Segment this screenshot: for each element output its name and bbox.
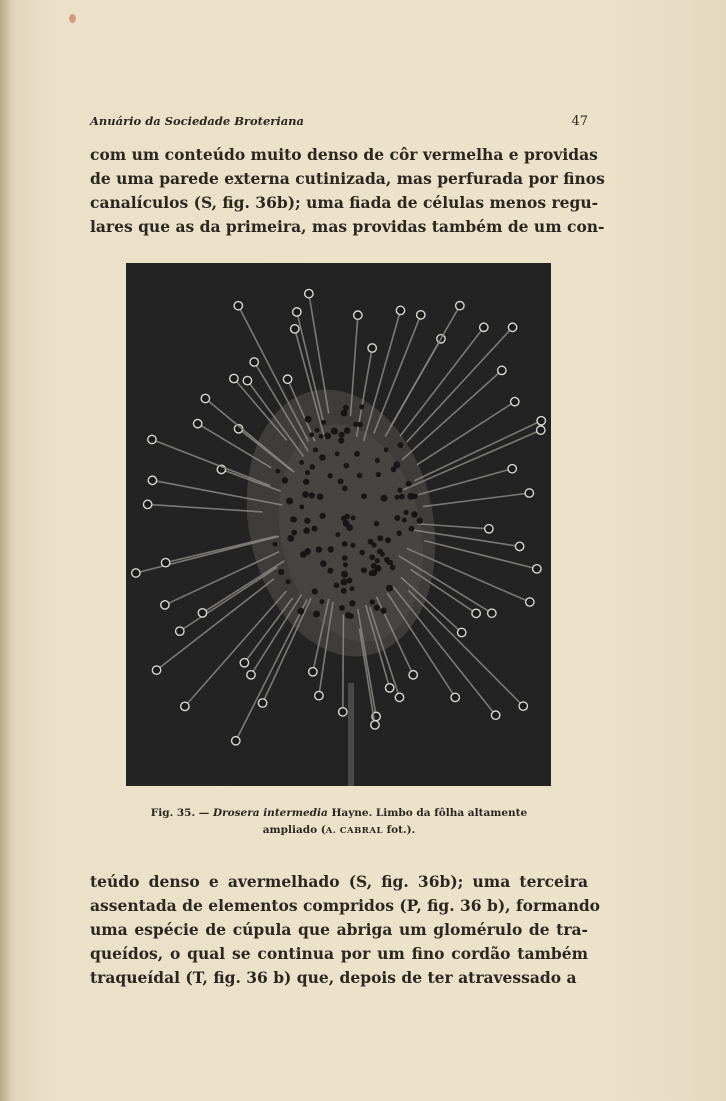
surface-gland bbox=[361, 493, 367, 499]
caption-line2-end: fot.). bbox=[382, 824, 416, 836]
surface-gland bbox=[384, 447, 389, 452]
surface-gland bbox=[290, 516, 296, 522]
tentacle bbox=[408, 590, 523, 706]
tentacle-gland bbox=[258, 699, 266, 707]
tentacle bbox=[148, 504, 263, 512]
photo-credit: A. CABRAL bbox=[325, 826, 383, 836]
surface-gland bbox=[351, 515, 356, 520]
figure-photograph bbox=[126, 263, 551, 786]
tentacle-gland bbox=[537, 417, 545, 425]
surface-gland bbox=[344, 514, 350, 520]
text-line: de uma parede externa cutinizada, mas perfurada por finos bbox=[90, 169, 605, 188]
tentacle-gland bbox=[498, 366, 506, 374]
surface-gland bbox=[343, 405, 349, 411]
tentacle-gland bbox=[132, 569, 140, 577]
text-line: teúdo denso e avermelhado (S, fig. 36b); uma terceira bbox=[90, 872, 588, 891]
surface-gland bbox=[338, 479, 344, 485]
tentacle bbox=[407, 327, 513, 442]
surface-gland bbox=[309, 464, 315, 470]
surface-gland bbox=[320, 560, 327, 567]
surface-gland bbox=[359, 404, 364, 409]
surface-gland bbox=[312, 526, 318, 532]
tentacle-gland bbox=[309, 668, 317, 676]
tentacle-gland bbox=[480, 323, 488, 331]
surface-gland bbox=[371, 563, 377, 569]
surface-gland bbox=[385, 537, 391, 543]
tentacle-gland bbox=[234, 302, 242, 310]
tentacle-gland bbox=[293, 308, 301, 316]
running-title: Anuário da Sociedade Broteriana bbox=[90, 114, 304, 128]
tentacle-gland bbox=[519, 702, 527, 710]
tentacle-gland bbox=[451, 693, 459, 701]
surface-gland bbox=[409, 526, 415, 532]
text-line: com um conteúdo muito denso de côr vermelha e providas bbox=[90, 145, 598, 164]
surface-gland bbox=[375, 558, 380, 563]
tentacle-gland bbox=[152, 666, 160, 674]
tentacle-gland bbox=[291, 325, 299, 333]
paragraph-bottom bbox=[90, 870, 601, 990]
surface-gland bbox=[395, 495, 400, 500]
tentacle-gland bbox=[161, 601, 169, 609]
surface-gland bbox=[359, 550, 365, 556]
tentacle-gland bbox=[198, 609, 206, 617]
surface-gland bbox=[397, 487, 402, 492]
surface-gland bbox=[300, 551, 307, 558]
tentacle-gland bbox=[250, 358, 258, 366]
tentacle-gland bbox=[537, 426, 545, 434]
surface-gland bbox=[374, 521, 380, 527]
paper-stain bbox=[69, 14, 76, 23]
surface-gland bbox=[403, 510, 408, 515]
surface-gland bbox=[390, 565, 396, 571]
surface-gland bbox=[335, 532, 340, 537]
text-line: traqueídal (T, fig. 36 b) que, depois de ter atravessado a bbox=[90, 968, 577, 987]
surface-gland bbox=[341, 579, 348, 586]
tentacle-gland bbox=[240, 659, 248, 667]
surface-gland bbox=[319, 454, 326, 461]
tentacle-gland bbox=[371, 721, 379, 729]
tentacle bbox=[415, 421, 542, 481]
surface-gland bbox=[346, 524, 353, 531]
drosera-leaf-photo bbox=[126, 263, 551, 786]
tentacle-gland bbox=[485, 525, 493, 533]
surface-gland bbox=[286, 498, 293, 505]
surface-gland bbox=[398, 442, 404, 448]
surface-gland bbox=[305, 470, 310, 475]
surface-gland bbox=[317, 493, 324, 500]
surface-gland bbox=[372, 543, 377, 548]
tentacle-gland bbox=[526, 598, 534, 606]
tentacle bbox=[236, 600, 307, 741]
surface-gland bbox=[343, 463, 349, 469]
surface-gland bbox=[381, 495, 388, 502]
tentacle-gland bbox=[395, 693, 403, 701]
tentacle-gland bbox=[176, 627, 184, 635]
tentacle-gland bbox=[315, 691, 323, 699]
tentacle-gland bbox=[143, 500, 151, 508]
surface-gland bbox=[299, 460, 304, 465]
surface-gland bbox=[342, 555, 348, 561]
surface-gland bbox=[406, 481, 412, 487]
surface-gland bbox=[399, 494, 405, 500]
tentacle-gland bbox=[368, 344, 376, 352]
surface-gland bbox=[338, 438, 344, 444]
surface-gland bbox=[275, 469, 280, 474]
surface-gland bbox=[319, 434, 324, 439]
surface-gland bbox=[313, 447, 318, 452]
tentacle-gland bbox=[193, 419, 201, 427]
surface-gland bbox=[282, 477, 288, 483]
surface-gland bbox=[339, 605, 345, 611]
surface-gland bbox=[303, 479, 309, 485]
paragraph-top bbox=[90, 143, 605, 239]
surface-gland bbox=[386, 585, 393, 592]
surface-gland bbox=[357, 473, 363, 479]
surface-gland bbox=[370, 599, 376, 605]
figure-taxon: Drosera intermedia bbox=[212, 807, 328, 819]
tentacle-gland bbox=[354, 311, 362, 319]
surface-gland bbox=[315, 428, 320, 433]
surface-gland bbox=[361, 567, 367, 573]
surface-gland bbox=[272, 542, 277, 547]
tentacle-gland bbox=[457, 628, 465, 636]
surface-gland bbox=[369, 571, 374, 576]
surface-gland bbox=[394, 515, 400, 521]
tentacle-gland bbox=[396, 306, 404, 314]
leaf-petiole bbox=[348, 683, 354, 786]
surface-gland bbox=[375, 458, 380, 463]
tentacle-gland bbox=[181, 702, 189, 710]
page-header bbox=[90, 114, 588, 132]
surface-gland bbox=[331, 428, 338, 435]
tentacle-gland bbox=[283, 375, 291, 383]
tentacle-gland bbox=[385, 684, 393, 692]
surface-gland bbox=[334, 582, 340, 588]
book-spine-edge bbox=[0, 0, 10, 1101]
tentacle-gland bbox=[201, 394, 209, 402]
figure-caption bbox=[100, 805, 578, 840]
text-line: assentada de elementos compridos (P, fig. 36 b), formando bbox=[90, 896, 601, 915]
tentacle bbox=[423, 493, 529, 507]
surface-gland bbox=[354, 451, 360, 457]
tentacle-gland bbox=[148, 435, 156, 443]
surface-gland bbox=[286, 579, 291, 584]
surface-gland bbox=[278, 569, 284, 575]
tentacle-gland bbox=[508, 465, 516, 473]
surface-gland bbox=[376, 472, 381, 477]
surface-gland bbox=[327, 473, 332, 478]
surface-gland bbox=[328, 546, 334, 552]
surface-gland bbox=[309, 492, 315, 498]
tentacle-gland bbox=[456, 302, 464, 310]
tentacle-gland bbox=[230, 374, 238, 382]
surface-gland bbox=[299, 504, 304, 509]
tentacle-gland bbox=[515, 542, 523, 550]
tentacle-gland bbox=[491, 711, 499, 719]
tentacle bbox=[400, 327, 484, 436]
surface-gland bbox=[297, 608, 304, 615]
tentacle bbox=[180, 567, 278, 631]
text-line: lares que as da primeira, mas providas também de um con- bbox=[90, 217, 605, 236]
surface-gland bbox=[341, 410, 348, 417]
surface-gland bbox=[309, 432, 314, 437]
tentacle-gland bbox=[417, 311, 425, 319]
surface-gland bbox=[320, 599, 325, 604]
tentacle-gland bbox=[508, 323, 516, 331]
surface-gland bbox=[319, 513, 325, 519]
surface-gland bbox=[402, 518, 407, 523]
surface-gland bbox=[335, 451, 340, 456]
surface-gland bbox=[350, 586, 355, 591]
surface-gland bbox=[341, 588, 347, 594]
tentacle bbox=[165, 552, 279, 605]
surface-gland bbox=[374, 605, 380, 611]
surface-gland bbox=[303, 527, 310, 534]
surface-gland bbox=[343, 562, 348, 567]
surface-gland bbox=[324, 432, 331, 439]
surface-gland bbox=[387, 560, 392, 565]
surface-gland bbox=[305, 416, 312, 423]
surface-gland bbox=[321, 420, 326, 425]
tentacle-gland bbox=[409, 671, 417, 679]
surface-gland bbox=[345, 612, 351, 618]
tentacle-gland bbox=[148, 476, 156, 484]
tentacle-gland bbox=[533, 565, 541, 573]
surface-gland bbox=[312, 588, 318, 594]
caption-line2-start: ampliado ( bbox=[262, 824, 326, 836]
surface-gland bbox=[302, 491, 309, 498]
tentacle bbox=[343, 615, 344, 712]
surface-gland bbox=[349, 600, 355, 606]
tentacle-gland bbox=[232, 737, 240, 745]
surface-gland bbox=[342, 486, 348, 492]
surface-gland bbox=[342, 541, 348, 547]
surface-gland bbox=[411, 511, 418, 518]
surface-gland bbox=[396, 530, 401, 535]
tentacle-gland bbox=[305, 289, 313, 297]
tentacle-gland bbox=[511, 397, 519, 405]
surface-gland bbox=[353, 422, 358, 427]
surface-gland bbox=[412, 494, 417, 499]
text-line: queídos, o qual se continua por um fino cordão também bbox=[90, 944, 588, 963]
surface-gland bbox=[316, 546, 322, 552]
page-number: 47 bbox=[571, 114, 588, 129]
surface-gland bbox=[287, 535, 294, 542]
text-line: uma espécie de cúpula que abriga um glomérulo de tra- bbox=[90, 920, 588, 939]
tentacle-gland bbox=[247, 671, 255, 679]
surface-gland bbox=[327, 568, 333, 574]
surface-gland bbox=[291, 530, 297, 536]
surface-gland bbox=[393, 461, 400, 468]
tentacle-gland bbox=[472, 609, 480, 617]
tentacle-gland bbox=[525, 489, 533, 497]
surface-gland bbox=[339, 432, 345, 438]
surface-gland bbox=[304, 518, 310, 524]
surface-gland bbox=[341, 571, 348, 578]
surface-gland bbox=[344, 427, 351, 434]
tentacle-gland bbox=[243, 376, 251, 384]
surface-gland bbox=[313, 610, 320, 617]
text-line: canalículos (S, fig. 36b); uma fiada de células menos regu- bbox=[90, 193, 599, 212]
tentacle-gland bbox=[339, 708, 347, 716]
surface-gland bbox=[350, 543, 355, 548]
caption-dash: — bbox=[195, 807, 213, 819]
surface-gland bbox=[417, 518, 423, 524]
surface-gland bbox=[377, 535, 383, 541]
tentacle-gland bbox=[161, 558, 169, 566]
surface-gland bbox=[380, 552, 385, 557]
tentacle-gland bbox=[488, 609, 496, 617]
figure-description: Hayne. Limbo da fôlha altamente bbox=[327, 807, 528, 819]
figure-label: Fig. 35. bbox=[150, 807, 196, 819]
surface-gland bbox=[380, 608, 386, 614]
surface-gland bbox=[369, 554, 375, 560]
